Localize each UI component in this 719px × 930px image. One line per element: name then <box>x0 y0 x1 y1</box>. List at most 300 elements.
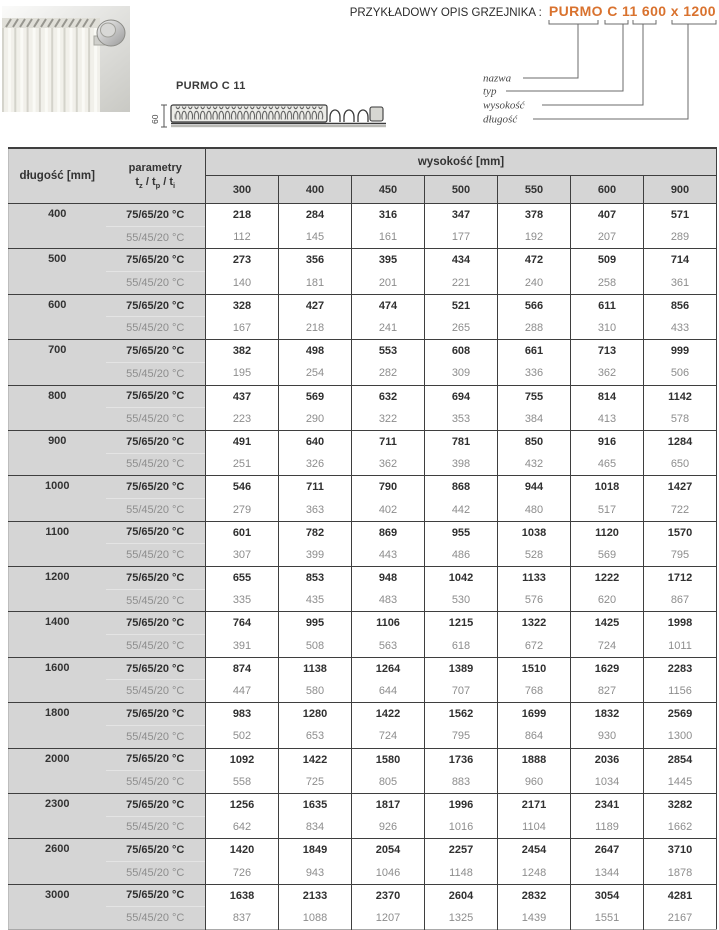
length-cell: 3000 <box>9 884 106 929</box>
value-cell: 177 <box>425 226 498 249</box>
value-cell: 508 <box>279 635 352 658</box>
value-cell: 1662 <box>644 816 717 839</box>
value-cell: 755 <box>498 385 571 408</box>
param-cell: 75/65/20 °C <box>106 884 206 907</box>
value-cell: 382 <box>206 340 279 363</box>
value-cell: 1156 <box>644 680 717 703</box>
value-cell: 145 <box>279 226 352 249</box>
value-cell: 435 <box>279 589 352 612</box>
height-col-header: 450 <box>352 176 425 204</box>
value-cell: 790 <box>352 476 425 499</box>
table-row-hot <box>9 657 717 680</box>
value-cell: 999 <box>644 340 717 363</box>
value-cell: 995 <box>279 612 352 635</box>
value-cell: 1011 <box>644 635 717 658</box>
value-cell: 1996 <box>425 793 498 816</box>
table-row-cool <box>9 771 717 794</box>
value-cell: 2832 <box>498 884 571 907</box>
table-row-cool <box>9 861 717 884</box>
value-cell: 566 <box>498 294 571 317</box>
legend-line-wysokosc <box>542 24 643 105</box>
table-row-hot <box>9 612 717 635</box>
param-cell: 55/45/20 °C <box>106 816 206 839</box>
param-cell: 75/65/20 °C <box>106 839 206 862</box>
param-cell: 55/45/20 °C <box>106 362 206 385</box>
value-cell: 378 <box>498 204 571 227</box>
value-cell: 307 <box>206 544 279 567</box>
value-cell: 1104 <box>498 816 571 839</box>
legend-line-nazwa <box>523 24 578 78</box>
value-cell: 361 <box>644 272 717 295</box>
value-cell: 1088 <box>279 907 352 930</box>
table-row-cool <box>9 635 717 658</box>
value-cell: 326 <box>279 453 352 476</box>
length-cell: 600 <box>9 294 106 339</box>
value-cell: 661 <box>498 340 571 363</box>
value-cell: 1998 <box>644 612 717 635</box>
value-cell: 207 <box>571 226 644 249</box>
table-row-hot <box>9 839 717 862</box>
value-cell: 506 <box>644 362 717 385</box>
value-cell: 486 <box>425 544 498 567</box>
value-cell: 167 <box>206 317 279 340</box>
value-cell: 868 <box>425 476 498 499</box>
value-cell: 644 <box>352 680 425 703</box>
value-cell: 1551 <box>571 907 644 930</box>
param-cell: 55/45/20 °C <box>106 317 206 340</box>
value-cell: 856 <box>644 294 717 317</box>
value-cell: 850 <box>498 430 571 453</box>
value-cell: 2854 <box>644 748 717 771</box>
params-header-title: parametry <box>128 162 182 175</box>
value-cell: 391 <box>206 635 279 658</box>
value-cell: 782 <box>279 521 352 544</box>
value-cell: 724 <box>571 635 644 658</box>
value-cell: 195 <box>206 362 279 385</box>
value-cell: 1284 <box>644 430 717 453</box>
table-row-hot <box>9 748 717 771</box>
table-row-cool <box>9 272 717 295</box>
depth-dimension-label: 60 <box>150 114 160 124</box>
param-cell: 75/65/20 °C <box>106 612 206 635</box>
value-cell: 288 <box>498 317 571 340</box>
value-cell: 1264 <box>352 657 425 680</box>
table-row-cool <box>9 498 717 521</box>
value-cell: 1638 <box>206 884 279 907</box>
table-row-cool <box>9 544 717 567</box>
value-cell: 3282 <box>644 793 717 816</box>
value-cell: 1248 <box>498 861 571 884</box>
value-cell: 1120 <box>571 521 644 544</box>
param-cell: 75/65/20 °C <box>106 521 206 544</box>
param-cell: 55/45/20 °C <box>106 907 206 930</box>
value-cell: 1148 <box>425 861 498 884</box>
value-cell: 395 <box>352 249 425 272</box>
value-cell: 618 <box>425 635 498 658</box>
value-cell: 948 <box>352 567 425 590</box>
params-column-header <box>106 148 206 204</box>
value-cell: 916 <box>571 430 644 453</box>
table-row-hot <box>9 385 717 408</box>
value-cell: 837 <box>206 907 279 930</box>
value-cell: 112 <box>206 226 279 249</box>
value-cell: 655 <box>206 567 279 590</box>
legend-label-nazwa: nazwa <box>483 72 512 85</box>
value-cell: 1635 <box>279 793 352 816</box>
table-row-hot <box>9 249 717 272</box>
table-row-cool <box>9 453 717 476</box>
value-cell: 944 <box>498 476 571 499</box>
radiator-panel <box>2 28 100 112</box>
value-cell: 241 <box>352 317 425 340</box>
height-col-header: 500 <box>425 176 498 204</box>
length-cell: 2300 <box>9 793 106 838</box>
param-cell: 55/45/20 °C <box>106 725 206 748</box>
value-cell: 335 <box>206 589 279 612</box>
value-cell: 930 <box>571 725 644 748</box>
value-cell: 433 <box>644 317 717 340</box>
value-cell: 398 <box>425 453 498 476</box>
value-cell: 713 <box>571 340 644 363</box>
value-cell: 601 <box>206 521 279 544</box>
value-cell: 805 <box>352 771 425 794</box>
value-cell: 722 <box>644 498 717 521</box>
value-cell: 413 <box>571 408 644 431</box>
value-cell: 2167 <box>644 907 717 930</box>
value-cell: 322 <box>352 408 425 431</box>
value-cell: 1427 <box>644 476 717 499</box>
value-cell: 530 <box>425 589 498 612</box>
table-row-hot <box>9 340 717 363</box>
description-legend <box>400 16 719 130</box>
value-cell: 309 <box>425 362 498 385</box>
value-cell: 707 <box>425 680 498 703</box>
value-cell: 1389 <box>425 657 498 680</box>
value-cell: 483 <box>352 589 425 612</box>
value-cell: 1256 <box>206 793 279 816</box>
value-cell: 498 <box>279 340 352 363</box>
value-cell: 814 <box>571 385 644 408</box>
length-cell: 2000 <box>9 748 106 793</box>
value-cell: 571 <box>644 204 717 227</box>
value-cell: 1138 <box>279 657 352 680</box>
value-cell: 474 <box>352 294 425 317</box>
value-cell: 1325 <box>425 907 498 930</box>
param-cell: 75/65/20 °C <box>106 204 206 227</box>
value-cell: 864 <box>498 725 571 748</box>
value-cell: 356 <box>279 249 352 272</box>
table-row-hot <box>9 476 717 499</box>
radiator-photo <box>2 6 130 112</box>
value-cell: 140 <box>206 272 279 295</box>
table-body <box>9 204 717 930</box>
param-cell: 75/65/20 °C <box>106 657 206 680</box>
value-cell: 1570 <box>644 521 717 544</box>
table-row-cool <box>9 680 717 703</box>
length-column-header: długość [mm] <box>9 148 106 204</box>
value-cell: 726 <box>206 861 279 884</box>
value-cell: 1439 <box>498 907 571 930</box>
height-col-header: 300 <box>206 176 279 204</box>
value-cell: 502 <box>206 725 279 748</box>
value-cell: 1018 <box>571 476 644 499</box>
value-cell: 362 <box>352 453 425 476</box>
value-cell: 465 <box>571 453 644 476</box>
value-cell: 284 <box>279 204 352 227</box>
value-cell: 1106 <box>352 612 425 635</box>
value-cell: 983 <box>206 703 279 726</box>
value-cell: 1817 <box>352 793 425 816</box>
param-cell: 55/45/20 °C <box>106 771 206 794</box>
length-cell: 1100 <box>9 521 106 566</box>
legend-label-typ: typ <box>483 85 497 98</box>
table-row-cool <box>9 725 717 748</box>
value-cell: 1280 <box>279 703 352 726</box>
value-cell: 795 <box>425 725 498 748</box>
length-cell: 1600 <box>9 657 106 702</box>
value-cell: 1038 <box>498 521 571 544</box>
legend-line-typ <box>506 24 623 91</box>
value-cell: 1420 <box>206 839 279 862</box>
value-cell: 528 <box>498 544 571 567</box>
value-cell: 2341 <box>571 793 644 816</box>
value-cell: 1207 <box>352 907 425 930</box>
value-cell: 943 <box>279 861 352 884</box>
value-cell: 1133 <box>498 567 571 590</box>
table-row-hot <box>9 430 717 453</box>
value-cell: 620 <box>571 589 644 612</box>
value-cell: 768 <box>498 680 571 703</box>
value-cell: 310 <box>571 317 644 340</box>
value-cell: 960 <box>498 771 571 794</box>
value-cell: 3710 <box>644 839 717 862</box>
header-row-top <box>9 148 717 176</box>
param-cell: 55/45/20 °C <box>106 453 206 476</box>
value-cell: 1092 <box>206 748 279 771</box>
value-cell: 384 <box>498 408 571 431</box>
value-cell: 781 <box>425 430 498 453</box>
value-cell: 834 <box>279 816 352 839</box>
value-cell: 407 <box>571 204 644 227</box>
value-cell: 1888 <box>498 748 571 771</box>
table-row-cool <box>9 816 717 839</box>
value-cell: 273 <box>206 249 279 272</box>
value-cell: 827 <box>571 680 644 703</box>
fin-detail-loops <box>330 110 368 122</box>
table-row-cool <box>9 907 717 930</box>
value-cell: 672 <box>498 635 571 658</box>
length-cell: 1800 <box>9 703 106 748</box>
value-cell: 363 <box>279 498 352 521</box>
length-cell: 500 <box>9 249 106 294</box>
table-row-hot <box>9 294 717 317</box>
table-row-hot <box>9 204 717 227</box>
value-cell: 553 <box>352 340 425 363</box>
end-cap <box>370 107 383 121</box>
value-cell: 1629 <box>571 657 644 680</box>
value-cell: 2133 <box>279 884 352 907</box>
value-cell: 580 <box>279 680 352 703</box>
value-cell: 569 <box>571 544 644 567</box>
value-cell: 437 <box>206 385 279 408</box>
value-cell: 447 <box>206 680 279 703</box>
value-cell: 491 <box>206 430 279 453</box>
length-cell: 1400 <box>9 612 106 657</box>
table-row-cool <box>9 408 717 431</box>
param-cell: 55/45/20 °C <box>106 680 206 703</box>
value-cell: 1300 <box>644 725 717 748</box>
table-row-hot <box>9 703 717 726</box>
param-cell: 75/65/20 °C <box>106 476 206 499</box>
value-cell: 632 <box>352 385 425 408</box>
value-cell: 576 <box>498 589 571 612</box>
table-row-hot <box>9 884 717 907</box>
value-cell: 955 <box>425 521 498 544</box>
param-cell: 55/45/20 °C <box>106 408 206 431</box>
value-cell: 240 <box>498 272 571 295</box>
code-brackets <box>549 20 716 24</box>
height-col-header: 400 <box>279 176 352 204</box>
value-cell: 874 <box>206 657 279 680</box>
value-cell: 1215 <box>425 612 498 635</box>
value-cell: 853 <box>279 567 352 590</box>
param-cell: 75/65/20 °C <box>106 249 206 272</box>
value-cell: 1034 <box>571 771 644 794</box>
value-cell: 578 <box>644 408 717 431</box>
legend-label-dlugosc: długość <box>483 113 518 126</box>
value-cell: 926 <box>352 816 425 839</box>
value-cell: 353 <box>425 408 498 431</box>
value-cell: 563 <box>352 635 425 658</box>
value-cell: 282 <box>352 362 425 385</box>
length-cell: 1200 <box>9 567 106 612</box>
value-cell: 254 <box>279 362 352 385</box>
value-cell: 290 <box>279 408 352 431</box>
value-cell: 883 <box>425 771 498 794</box>
value-cell: 4281 <box>644 884 717 907</box>
value-cell: 611 <box>571 294 644 317</box>
value-cell: 869 <box>352 521 425 544</box>
value-cell: 443 <box>352 544 425 567</box>
value-cell: 711 <box>279 476 352 499</box>
value-cell: 2454 <box>498 839 571 862</box>
value-cell: 1222 <box>571 567 644 590</box>
value-cell: 434 <box>425 249 498 272</box>
value-cell: 223 <box>206 408 279 431</box>
value-cell: 642 <box>206 816 279 839</box>
value-cell: 1142 <box>644 385 717 408</box>
value-cell: 558 <box>206 771 279 794</box>
value-cell: 867 <box>644 589 717 612</box>
value-cell: 221 <box>425 272 498 295</box>
value-cell: 1712 <box>644 567 717 590</box>
length-cell: 2600 <box>9 839 106 884</box>
param-cell: 55/45/20 °C <box>106 272 206 295</box>
value-cell: 1832 <box>571 703 644 726</box>
value-cell: 399 <box>279 544 352 567</box>
value-cell: 1425 <box>571 612 644 635</box>
table-row-cool <box>9 317 717 340</box>
table-row-hot <box>9 567 717 590</box>
value-cell: 472 <box>498 249 571 272</box>
value-cell: 432 <box>498 453 571 476</box>
param-cell: 55/45/20 °C <box>106 589 206 612</box>
length-cell: 800 <box>9 385 106 430</box>
length-cell: 900 <box>9 430 106 475</box>
value-cell: 724 <box>352 725 425 748</box>
value-cell: 316 <box>352 204 425 227</box>
value-cell: 517 <box>571 498 644 521</box>
value-cell: 427 <box>279 294 352 317</box>
value-cell: 1046 <box>352 861 425 884</box>
table-row-cool <box>9 226 717 249</box>
value-cell: 2283 <box>644 657 717 680</box>
value-cell: 161 <box>352 226 425 249</box>
value-cell: 640 <box>279 430 352 453</box>
dimension-bracket <box>161 105 167 127</box>
value-cell: 279 <box>206 498 279 521</box>
value-cell: 1422 <box>279 748 352 771</box>
value-cell: 192 <box>498 226 571 249</box>
param-cell: 75/65/20 °C <box>106 567 206 590</box>
value-cell: 362 <box>571 362 644 385</box>
params-formula: $t_z / t_p / t_i$ <box>135 176 176 191</box>
value-cell: 218 <box>279 317 352 340</box>
value-cell: 1580 <box>352 748 425 771</box>
table-row-hot <box>9 793 717 816</box>
param-cell: 75/65/20 °C <box>106 748 206 771</box>
value-cell: 258 <box>571 272 644 295</box>
height-col-header: 900 <box>644 176 717 204</box>
length-cell: 700 <box>9 340 106 385</box>
value-cell: 480 <box>498 498 571 521</box>
value-cell: 795 <box>644 544 717 567</box>
value-cell: 328 <box>206 294 279 317</box>
value-cell: 608 <box>425 340 498 363</box>
value-cell: 653 <box>279 725 352 748</box>
value-cell: 711 <box>352 430 425 453</box>
value-cell: 1344 <box>571 861 644 884</box>
value-cell: 509 <box>571 249 644 272</box>
value-cell: 201 <box>352 272 425 295</box>
value-cell: 265 <box>425 317 498 340</box>
value-cell: 2569 <box>644 703 717 726</box>
length-cell: 400 <box>9 204 106 249</box>
value-cell: 569 <box>279 385 352 408</box>
value-cell: 2604 <box>425 884 498 907</box>
value-cell: 1042 <box>425 567 498 590</box>
height-span-header: wysokość [mm] <box>206 148 717 176</box>
length-cell: 1000 <box>9 476 106 521</box>
value-cell: 1849 <box>279 839 352 862</box>
example-description-code: PURMO C 11 600 x 1200 <box>548 3 716 19</box>
legend-label-wysokosc: wysokość <box>483 99 525 112</box>
table-row-hot <box>9 521 717 544</box>
value-cell: 347 <box>425 204 498 227</box>
example-description-label: PRZYKŁADOWY OPIS GRZEJNIKA : <box>349 7 542 19</box>
param-cell: 55/45/20 °C <box>106 498 206 521</box>
param-cell: 75/65/20 °C <box>106 430 206 453</box>
value-cell: 3054 <box>571 884 644 907</box>
value-cell: 1016 <box>425 816 498 839</box>
value-cell: 546 <box>206 476 279 499</box>
value-cell: 764 <box>206 612 279 635</box>
value-cell: 1562 <box>425 703 498 726</box>
radiator-cross-section-diagram <box>150 97 390 137</box>
height-col-header: 600 <box>571 176 644 204</box>
value-cell: 650 <box>644 453 717 476</box>
value-cell: 714 <box>644 249 717 272</box>
